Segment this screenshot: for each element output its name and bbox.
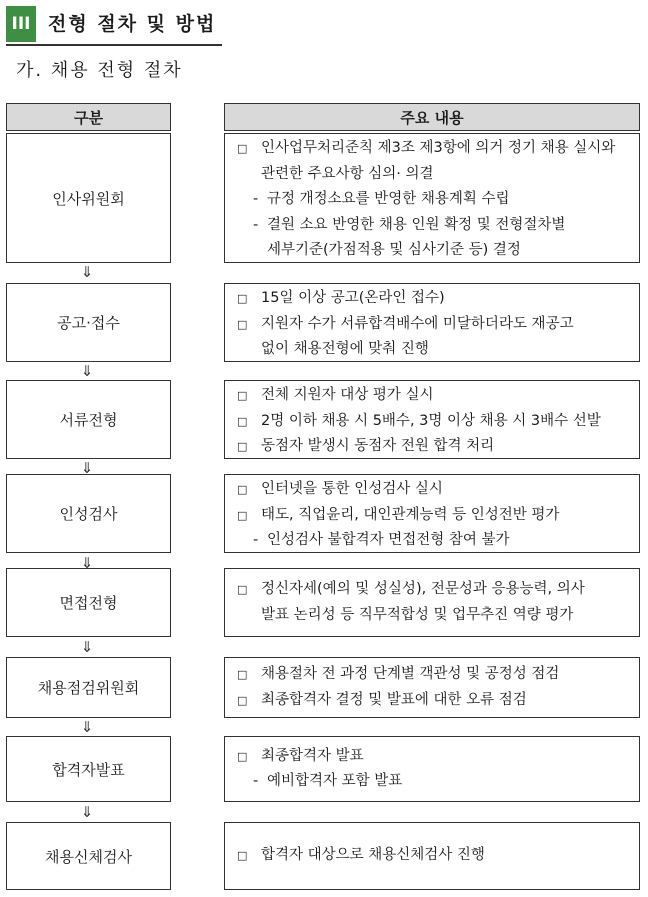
square-bullet-icon: □ xyxy=(237,508,248,522)
flow-down-arrow-icon: ⇓ xyxy=(80,459,94,477)
dash-bullet-item xyxy=(233,238,633,263)
square-bullet-icon: □ xyxy=(237,317,248,331)
stage-name: 채용신체검사 xyxy=(6,822,171,890)
item-text: 최종합격자 발표 xyxy=(261,747,364,764)
square-bullet-item xyxy=(233,383,633,409)
stage-name: 채용점검위원회 xyxy=(6,657,171,718)
stage-content xyxy=(224,133,640,263)
flow-down-arrow-icon: ⇓ xyxy=(80,638,94,656)
stage-content xyxy=(224,822,640,890)
square-bullet-item xyxy=(233,434,633,459)
stage-content xyxy=(224,657,640,718)
stage-content xyxy=(224,474,640,553)
item-text: 인성검사 불합격자 면접전형 참여 불가 xyxy=(267,532,510,548)
square-bullet-item xyxy=(233,136,633,162)
item-text: 정신자세(예의 및 성실성), 전문성과 응용능력, 의사 xyxy=(261,581,585,597)
stage-name: 인사위원회 xyxy=(6,133,171,263)
dash-bullet-icon: - xyxy=(253,532,259,548)
square-bullet-item xyxy=(233,162,633,188)
flow-down-arrow-icon: ⇓ xyxy=(80,718,94,736)
square-bullet-item xyxy=(233,688,633,714)
stage-name: 서류전형 xyxy=(6,380,171,459)
dash-bullet-icon: - xyxy=(253,773,259,789)
stage-column-header: 구분 xyxy=(6,103,171,131)
item-text: 2명 이하 채용 시 5배수, 3명 이상 채용 시 3배수 선발 xyxy=(261,412,601,429)
square-bullet-icon: □ xyxy=(237,693,248,707)
square-bullet-item xyxy=(233,603,633,629)
item-text: 결원 소요 반영한 채용 인원 확정 및 전형절차별 xyxy=(267,216,566,233)
item-text: 지원자 수가 서류합격배수에 미달하더라도 재공고 xyxy=(261,315,574,332)
square-bullet-icon: □ xyxy=(237,440,248,453)
square-bullet-icon: □ xyxy=(237,849,248,863)
item-text: 예비합격자 포함 발표 xyxy=(267,773,403,789)
flow-down-arrow-icon: ⇓ xyxy=(80,554,94,572)
item-text: 15일 이상 공고(온라인 접수) xyxy=(261,290,445,306)
square-bullet-item xyxy=(233,337,633,362)
flow-down-arrow-icon: ⇓ xyxy=(80,803,94,821)
square-bullet-item xyxy=(233,477,633,503)
dash-bullet-item xyxy=(233,213,633,239)
section-number: III xyxy=(6,6,36,42)
dash-bullet-icon: - xyxy=(253,216,259,233)
item-text: 동점자 발생시 동점자 전원 합격 처리 xyxy=(261,438,495,454)
dash-bullet-item xyxy=(233,769,633,795)
square-bullet-icon: □ xyxy=(237,292,248,305)
square-bullet-item xyxy=(233,312,633,338)
item-text: 채용절차 전 과정 단계별 객관성 및 공정성 점검 xyxy=(261,666,560,682)
square-bullet-icon: □ xyxy=(237,668,248,681)
square-bullet-item xyxy=(233,662,633,688)
item-text: 없이 채용전형에 맞춰 진행 xyxy=(261,341,429,357)
square-bullet-icon: □ xyxy=(237,483,248,496)
item-text: 전체 지원자 대상 평가 실시 xyxy=(261,387,434,403)
square-bullet-icon: □ xyxy=(237,389,248,402)
square-bullet-item xyxy=(233,409,633,435)
flow-down-arrow-icon: ⇓ xyxy=(80,362,94,380)
stage-name: 인성검사 xyxy=(6,474,171,553)
stage-content xyxy=(224,380,640,459)
square-bullet-item xyxy=(233,503,633,529)
item-text: 관련한 주요사항 심의· 의결 xyxy=(261,165,434,182)
square-bullet-icon: □ xyxy=(237,414,248,428)
item-text: 세부기준(가점적용 및 심사기준 등) 결정 xyxy=(267,242,521,258)
item-text: 발표 논리성 등 직무적합성 및 업무추진 역량 평가 xyxy=(261,606,574,623)
content-column-header: 주요 내용 xyxy=(224,103,640,131)
section-underline xyxy=(6,44,222,46)
section-header xyxy=(6,6,222,44)
item-text: 규정 개정소요를 반영한 채용계획 수립 xyxy=(267,191,510,207)
stage-name: 공고·접수 xyxy=(6,283,171,362)
stage-name: 합격자발표 xyxy=(6,736,171,802)
square-bullet-item xyxy=(233,577,633,603)
square-bullet-icon: □ xyxy=(237,749,248,763)
item-text: 최종합격자 결정 및 발표에 대한 오류 점검 xyxy=(261,691,527,708)
item-text: 합격자 대상으로 채용신체검사 진행 xyxy=(261,847,485,864)
stage-name: 면접전형 xyxy=(6,568,171,637)
subsection-title: 가. 채용 전형 절차 xyxy=(16,60,183,81)
item-text: 인사업무처리준칙 제3조 제3항에 의거 정기 채용 실시와 xyxy=(261,140,616,156)
square-bullet-icon: □ xyxy=(237,583,248,596)
square-bullet-item xyxy=(233,286,633,312)
square-bullet-item xyxy=(233,843,633,869)
flow-down-arrow-icon: ⇓ xyxy=(80,263,94,281)
dash-bullet-item xyxy=(233,187,633,213)
dash-bullet-icon: - xyxy=(253,191,259,207)
square-bullet-icon: □ xyxy=(237,142,248,155)
item-text: 인터넷을 통한 인성검사 실시 xyxy=(261,481,443,497)
section-title: 전형 절차 및 방법 xyxy=(48,13,217,35)
stage-content xyxy=(224,736,640,802)
stage-content xyxy=(224,568,640,637)
square-bullet-item xyxy=(233,744,633,770)
dash-bullet-item xyxy=(233,528,633,553)
item-text: 태도, 직업윤리, 대인관계능력 등 인성전반 평가 xyxy=(261,506,560,523)
stage-content xyxy=(224,283,640,362)
